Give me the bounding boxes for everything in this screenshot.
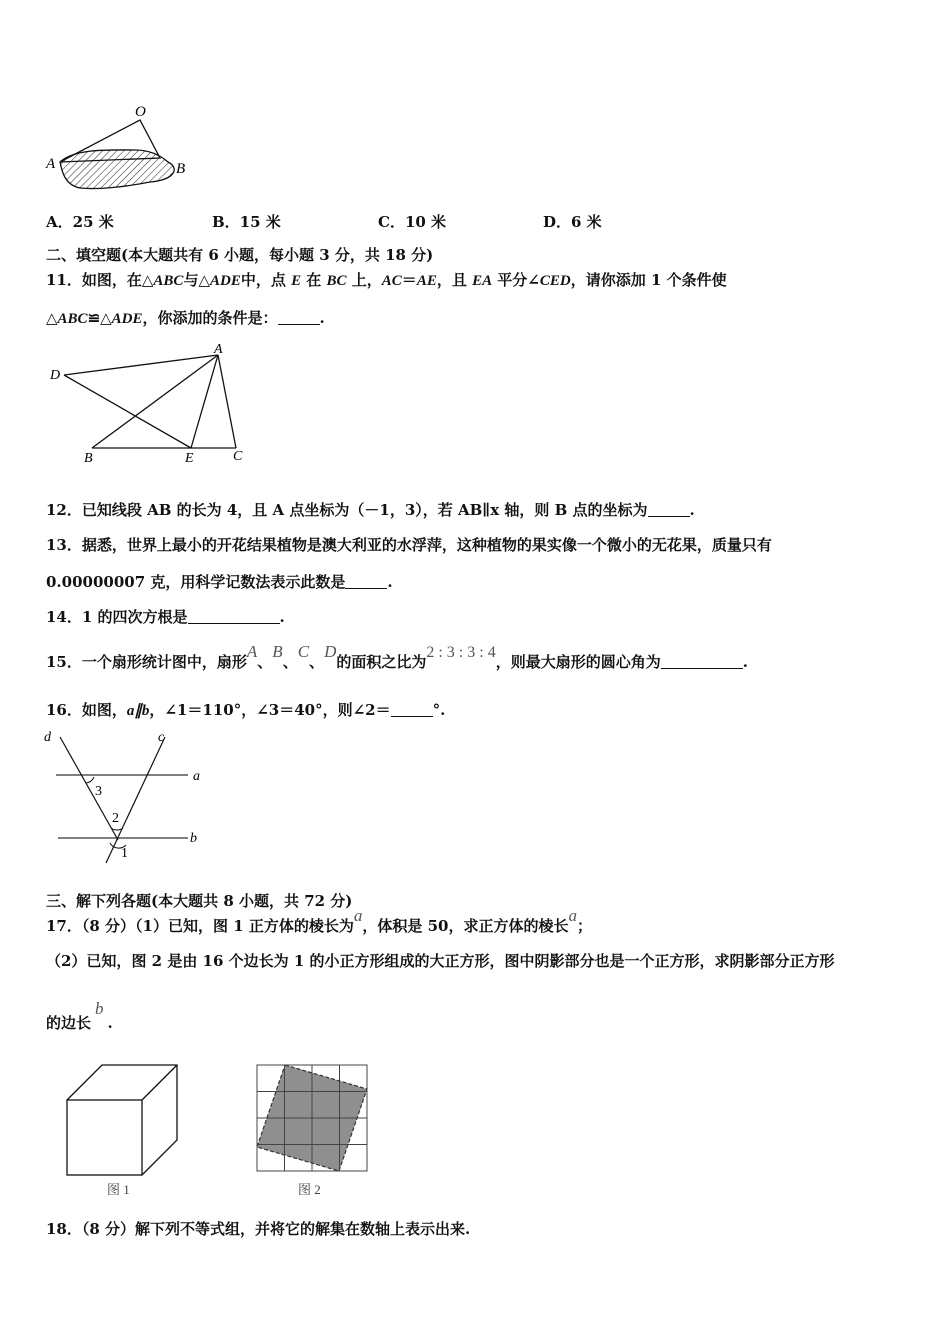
q16-label-d: d [44,730,51,745]
q17-var-a2: a [568,906,577,925]
q11-label-c: C [233,449,243,464]
q17-line2: （2）已知，图 2 是由 16 个边长为 1 的小正方形组成的大正方形，图中阴影部分也是一个正方形，求阴影部分正方形 [46,952,835,970]
q17-line1: 17．（8 分）（1）已知，图 1 正方体的棱长为a，体积是 50，求正方体的棱长a； [46,906,592,935]
q16-label-a: a [193,769,200,784]
q10-option-a: A．25 米 [46,213,114,231]
q12-answer-blank [648,502,690,517]
q11-label-a: A [214,342,223,357]
q17-figure2-grid [250,1058,375,1200]
q16-label-b: b [190,831,197,846]
q11-answer-blank [278,310,320,325]
section2-title: 二、填空题(本大题共有 6 小题，每小题 3 分，共 18 分) [46,246,434,264]
q15-sector-b: B [272,642,283,661]
q15-line: 15．一个扇形统计图中，扇形A、B、C、D的面积之比为2 : 3 : 3 : 4，则最大扇形的圆心角为 . [46,642,748,671]
q11-figure [44,340,259,465]
q10-option-c: C．10 米 [378,213,447,231]
q10-option-b: B．15 米 [212,213,281,231]
q16-answer-blank [391,702,433,717]
q18-line: 18．（8 分）解下列不等式组，并将它的解集在数轴上表示出来. [46,1220,471,1238]
q10-figure [40,100,200,195]
q17-caption2: 图 2 [298,1182,321,1197]
q10-label-a: A [46,156,56,172]
q13-line1: 13．据悉，世界上最小的开花结果植物是澳大利亚的水浮萍，这种植物的果实像一个微小的无花果，质量只有 [46,536,772,554]
q10-label-o: O [135,104,146,120]
q16-label-3: 3 [95,784,102,799]
q14-answer-blank [188,609,280,624]
q13-line2: 0.00000007 克，用科学记数法表示此数是 . [46,573,393,591]
q16-line: 16．如图，a∥b，∠1＝110°，∠3＝40°，则∠2＝ °. [46,701,446,719]
q16-label-2: 2 [112,811,119,826]
q11-label-d: D [50,368,61,383]
q11-line1: 11．如图，在△ABC与△ADE中，点 E 在 BC 上，AC＝AE，且 EA 平分∠CED，请你添加 1 个条件使 [46,271,727,289]
q17-figure1-cube [60,1058,185,1200]
q15-ratio: 2 : 3 : 3 : 4 [426,644,496,661]
q17-var-a1: a [353,906,363,925]
q13-answer-blank [345,574,387,589]
q17-var-b: b [95,999,104,1018]
q17-caption1: 图 1 [107,1182,130,1197]
q15-sector-d: D [324,642,337,661]
q15-answer-blank [661,654,743,669]
q10-label-b: B [176,161,186,177]
q16-figure [40,725,210,865]
section3-title: 三、解下列各题(本大题共 8 小题，共 72 分) [46,892,353,910]
q11-label-b: B [84,451,93,465]
q16-label-1: 1 [121,846,128,861]
q11-line2: △ABC≌△ADE，你添加的条件是： . [46,309,325,327]
q12-line: 12．已知线段 AB 的长为 4，且 A 点坐标为（－1，3），若 AB∥x 轴，则 B 点的坐标为 . [46,501,695,519]
q17-line3: 的边长b. [46,999,113,1032]
q11-label-e: E [185,451,194,465]
q10-option-d: D．6 米 [543,213,602,231]
q15-sector-a: A [246,642,258,661]
q15-sector-c: C [297,642,310,661]
q16-label-c: c [158,730,165,745]
q14-line: 14．1 的四次方根是 . [46,608,285,626]
